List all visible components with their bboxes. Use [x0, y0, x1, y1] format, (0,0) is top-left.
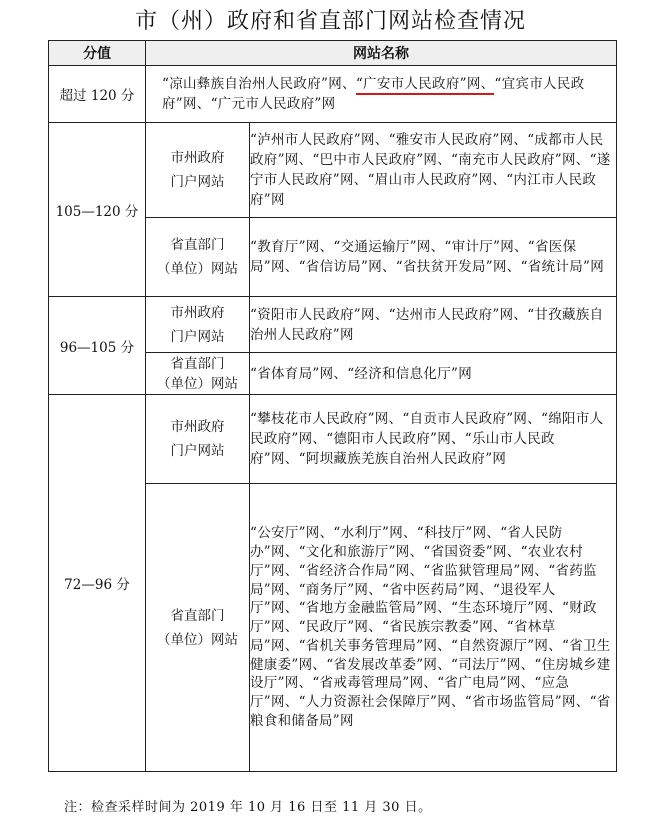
- website-inspection-table: [48, 40, 617, 772]
- row-96-105-city: [49, 297, 617, 353]
- category-city-105: [146, 123, 250, 218]
- category-dept-72: [146, 484, 250, 772]
- row-105-120-city: [49, 123, 617, 218]
- category-dept-105: [146, 218, 250, 297]
- sites-city-96: “资阳市人民政府”网、“达州市人民政府”网、“甘孜藏族自治州人民政府”网: [250, 297, 617, 353]
- category-label-line1: 省直部门: [170, 607, 225, 624]
- footnote: 注：检查采样时间为 2019 年 10 月 16 日至 11 月 30 日。: [64, 800, 432, 815]
- category-label-line1: 省直部门: [170, 237, 225, 253]
- category-label-line2: 门户网站: [170, 328, 225, 345]
- score-105-120: 105—120 分: [49, 123, 146, 297]
- category-label-line2: （单位）网站: [157, 375, 238, 392]
- category-label-line2: （单位）网站: [157, 631, 238, 648]
- category-city-96: [146, 297, 250, 353]
- score-96-105: 96—105 分: [49, 297, 146, 395]
- sites-over-120: [146, 66, 617, 123]
- row-over-120: [49, 66, 617, 123]
- header-site-name: 网站名称: [146, 41, 617, 66]
- score-over-120: 超过 120 分: [49, 66, 146, 123]
- category-dept-96: [146, 353, 250, 395]
- sites-over-120-part1: “凉山彝族自治州人民政府”网、: [162, 76, 356, 92]
- sites-dept-96: “省体育局”网、“经济和信息化厅”网: [250, 353, 617, 395]
- table-header-row: [49, 41, 617, 66]
- category-label-line2: 门户网站: [170, 443, 225, 459]
- category-city-72: [146, 395, 250, 484]
- sites-over-120-highlighted: “广安市人民政府”网、: [356, 76, 495, 95]
- page-title: 市（州）政府和省直部门网站检查情况: [134, 9, 526, 34]
- category-label-line1: 省直部门: [170, 355, 225, 372]
- category-label-line1: 市州政府: [170, 419, 225, 435]
- sites-over-120-part2: “宜宾市人民政府”网、“广元市人民政府”网: [162, 76, 585, 112]
- sites-city-105: “泸州市人民政府”网、“雅安市人民政府”网、“成都市人民政府”网、“巴中市人民政府”网、“南充市人民政府”网、“遂宁市人民政府”网、“眉山市人民政府”网、“内江市人民政府”网: [250, 123, 617, 218]
- category-label-line1: 市州政府: [170, 304, 225, 321]
- row-72-96-city: [49, 395, 617, 484]
- sites-city-72: “攀枝花市人民政府”网、“自贡市人民政府”网、“绵阳市人民政府”网、“德阳市人民政府”网、“乐山市人民政府”网、“阿坝藏族羌族自治州人民政府”网: [250, 395, 617, 484]
- score-72-96: 72—96 分: [49, 395, 146, 772]
- header-score: 分值: [49, 41, 146, 66]
- sites-dept-72: “公安厅”网、“水利厅”网、“科技厅”网、“省人民防办”网、“文化和旅游厅”网、“省国资委”网、“农业农村厅”网、“省经济合作局”网、“省监狱管理局”网、“省药监局”网、“商务厅”网、“省中医药局”网、“退役军人厅”网、“省地方金融监管局”网、“生态环境厅”网、“财政厅”网、“民政厅”网、“省民族宗教委”网、“省林草局”网、“省机关事务管理局”网、“自然资源厅”网、“省卫生健康委”网、“省发展改革委”网、“司法厅”网、“住房城乡建设厅”网、“省戒毒管理局”网、“省广电局”网、“应急厅”网、“人力资源社会保障厅”网、“省市场监管局”网、“省粮食和储备局”网: [250, 484, 617, 772]
- category-label-line2: （单位）网站: [157, 261, 238, 277]
- category-label-line1: 市州政府: [170, 150, 225, 166]
- category-label-line2: 门户网站: [170, 174, 225, 190]
- sites-dept-105: “教育厅”网、“交通运输厅”网、“审计厅”网、“省医保局”网、“省信访局”网、“省扶贫开发局”网、“省统计局”网: [250, 218, 617, 297]
